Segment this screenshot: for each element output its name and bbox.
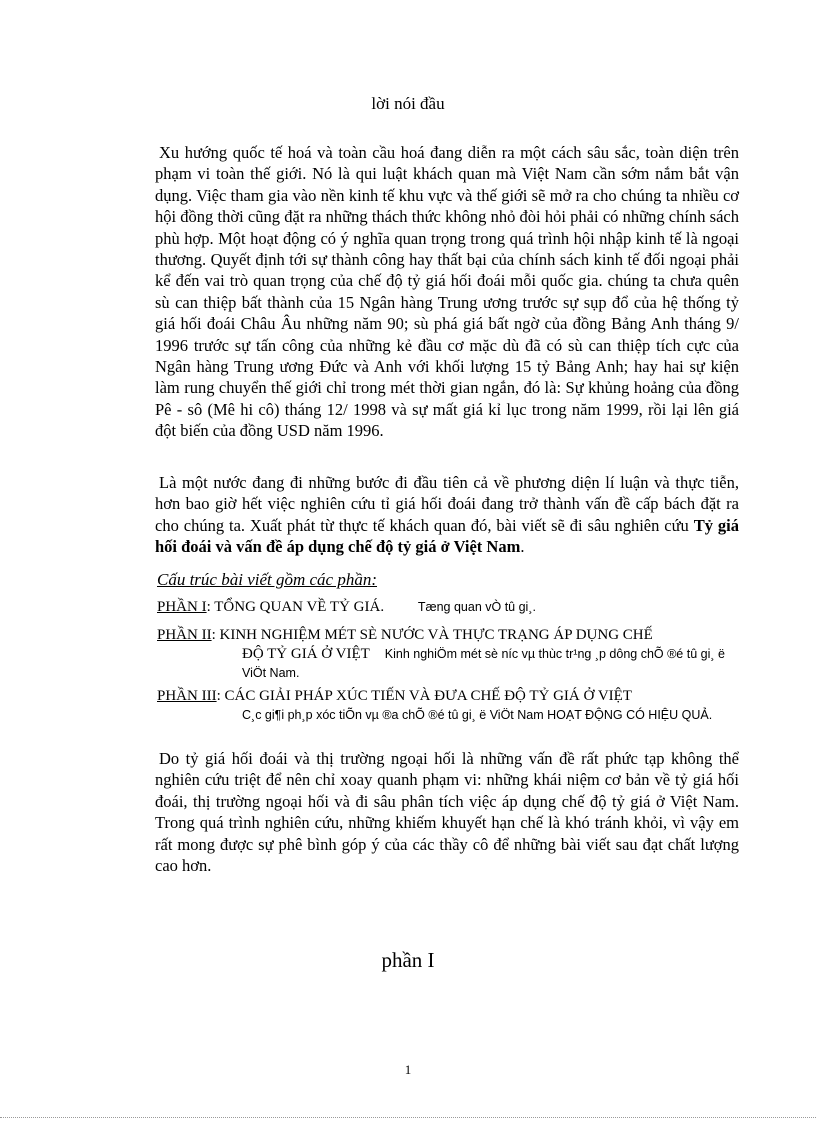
page-bottom-divider: [0, 1117, 816, 1118]
part-title: : KINH NGHIỆM MÉT SÈ NƯỚC VÀ THỰC TRẠNG ÁP DỤNG CHẾ: [211, 627, 653, 643]
topic-emphasis: Tỷ giá hối đoái và vấn đề áp dụng chế độ tỷ giá ở Việt Nam: [155, 515, 739, 557]
part-garbled-text: Tæng quan vÒ tû gi¸.: [417, 600, 536, 614]
part-label: PHẦN I: [157, 599, 207, 615]
part-1-entry: [157, 598, 739, 617]
section-heading: phần I: [381, 948, 435, 972]
part-3-entry: [157, 687, 739, 725]
part-title: : TỔNG QUAN VỀ TỶ GIÁ.: [206, 599, 385, 615]
paragraph-text: Xu hướng quốc tế hoá và toàn cầu hoá đang diễn ra một cách sâu sắc, toàn diện trên phạm vi toàn thế giới. Nó là qui luật khách quan mà Việt Nam cần sớm nắm bắt vận dụng. Việc tham gia vào nền kinh tế khu vực và thế giới sẽ mở ra cho chúng ta nhiều cơ hội đồng thời cũng đặt ra những thách thức không nhỏ đòi hỏi phải có những chính sách phù hợp. Một hoạt động có ý nghĩa quan trọng trong quá trình hội nhập kinh tế là ngoại thương. Quyết định tới sự thành công hay thất bại của chính sách kinh tế đối ngoại phải kể đến vai trò quan trọng của chế độ tỷ giá hối đoái mỗi quốc gia. chúng ta chưa quên sù can thiệp bất thành của 15 Ngân hàng Trung ương trước sự sụp đổ của hệ thống tỷ giá hối đoái Châu Âu những năm 90; sù phá giá bất ngờ của đồng Bảng Anh tháng 9/ 1996 trước sự tấn công của những kẻ đầu cơ mặc dù đã có sù can thiệp tích cực của Ngân hàng Trung ương Đức và Anh với khối lượng 15 tỷ Bảng Anh; hay hai sự kiện làm rung chuyển thế giới chỉ trong mét thời gian ngắn, đó là: Sự khủng hoảng của đồng Pê - sô (Mê hi cô) tháng 12/ 1998 và sự mất giá kỉ lục trong năm 1999, rồi lại lên giá đột biến của đồng USD năm 1996.: [155, 143, 739, 441]
structure-heading: Cấu trúc bài viết gồm các phần:: [157, 570, 378, 589]
intro-paragraph-1: [155, 142, 739, 442]
part-label: PHẦN II: [157, 627, 212, 643]
part-title: : CÁC GIẢI PHÁP XÚC TIẾN VÀ ĐƯA CHẾ ĐỘ TỶ GIÁ Ở VIỆT: [216, 688, 632, 704]
part-2-entry: [157, 626, 739, 683]
intro-paragraph-3: [155, 748, 739, 876]
paragraph-text-end: .: [520, 537, 525, 557]
page-number: 1: [404, 1062, 412, 1077]
paragraph-text: Là một nước đang đi những bước đi đầu tiên cả về phương diện lí luận và thực tiễn, hơn bao giờ hết việc nghiên cứu tỉ giá hối đoái đang trở thành vấn đề cấp bách đặt ra cho chúng ta. Xuất phát từ thực tế khách quan đó, bài viết sẽ đi sâu nghiên cứu: [155, 473, 739, 535]
part-garbled-text: Kinh nghiÖm mét sè níc vµ thùc tr¹ng ¸p dông chÕ ®é tû gi¸ ë ViÖt Nam.: [242, 647, 725, 680]
intro-paragraph-2: [155, 472, 739, 558]
part-label: PHẦN III: [157, 688, 217, 704]
part-continuation: [157, 706, 739, 725]
paragraph-text: Do tỷ giá hối đoái và thị trường ngoại hối là những vấn đề rất phức tạp không thể nghiên cứu triệt để nên chỉ xoay quanh phạm vi: những khái niệm cơ bản về tỷ giá hối đoái, thị trường ngoại hối và đi sâu phân tích việc áp dụng chế độ tỷ giá ở Việt Nam. Trong quá trình nghiên cứu, những khiếm khuyết hạn chế là khó tránh khỏi, vì vậy em rất mong được sự phê bình góp ý của các thầy cô để những bài viết sau đạt chất lượng cao hơn.: [155, 749, 739, 876]
part-title-cont: ĐỘ TỶ GIÁ Ở VIỆT: [242, 646, 370, 662]
part-continuation: [157, 645, 739, 683]
page-title: lời nói đầu: [371, 94, 445, 113]
part-garbled-text: C¸c gi¶i ph¸p xóc tiÕn vµ ®a chÕ ®é tû gi¸ ë ViÖt Nam HOẠT ĐỘNG CÓ HIỆU QUẢ.: [242, 708, 713, 722]
